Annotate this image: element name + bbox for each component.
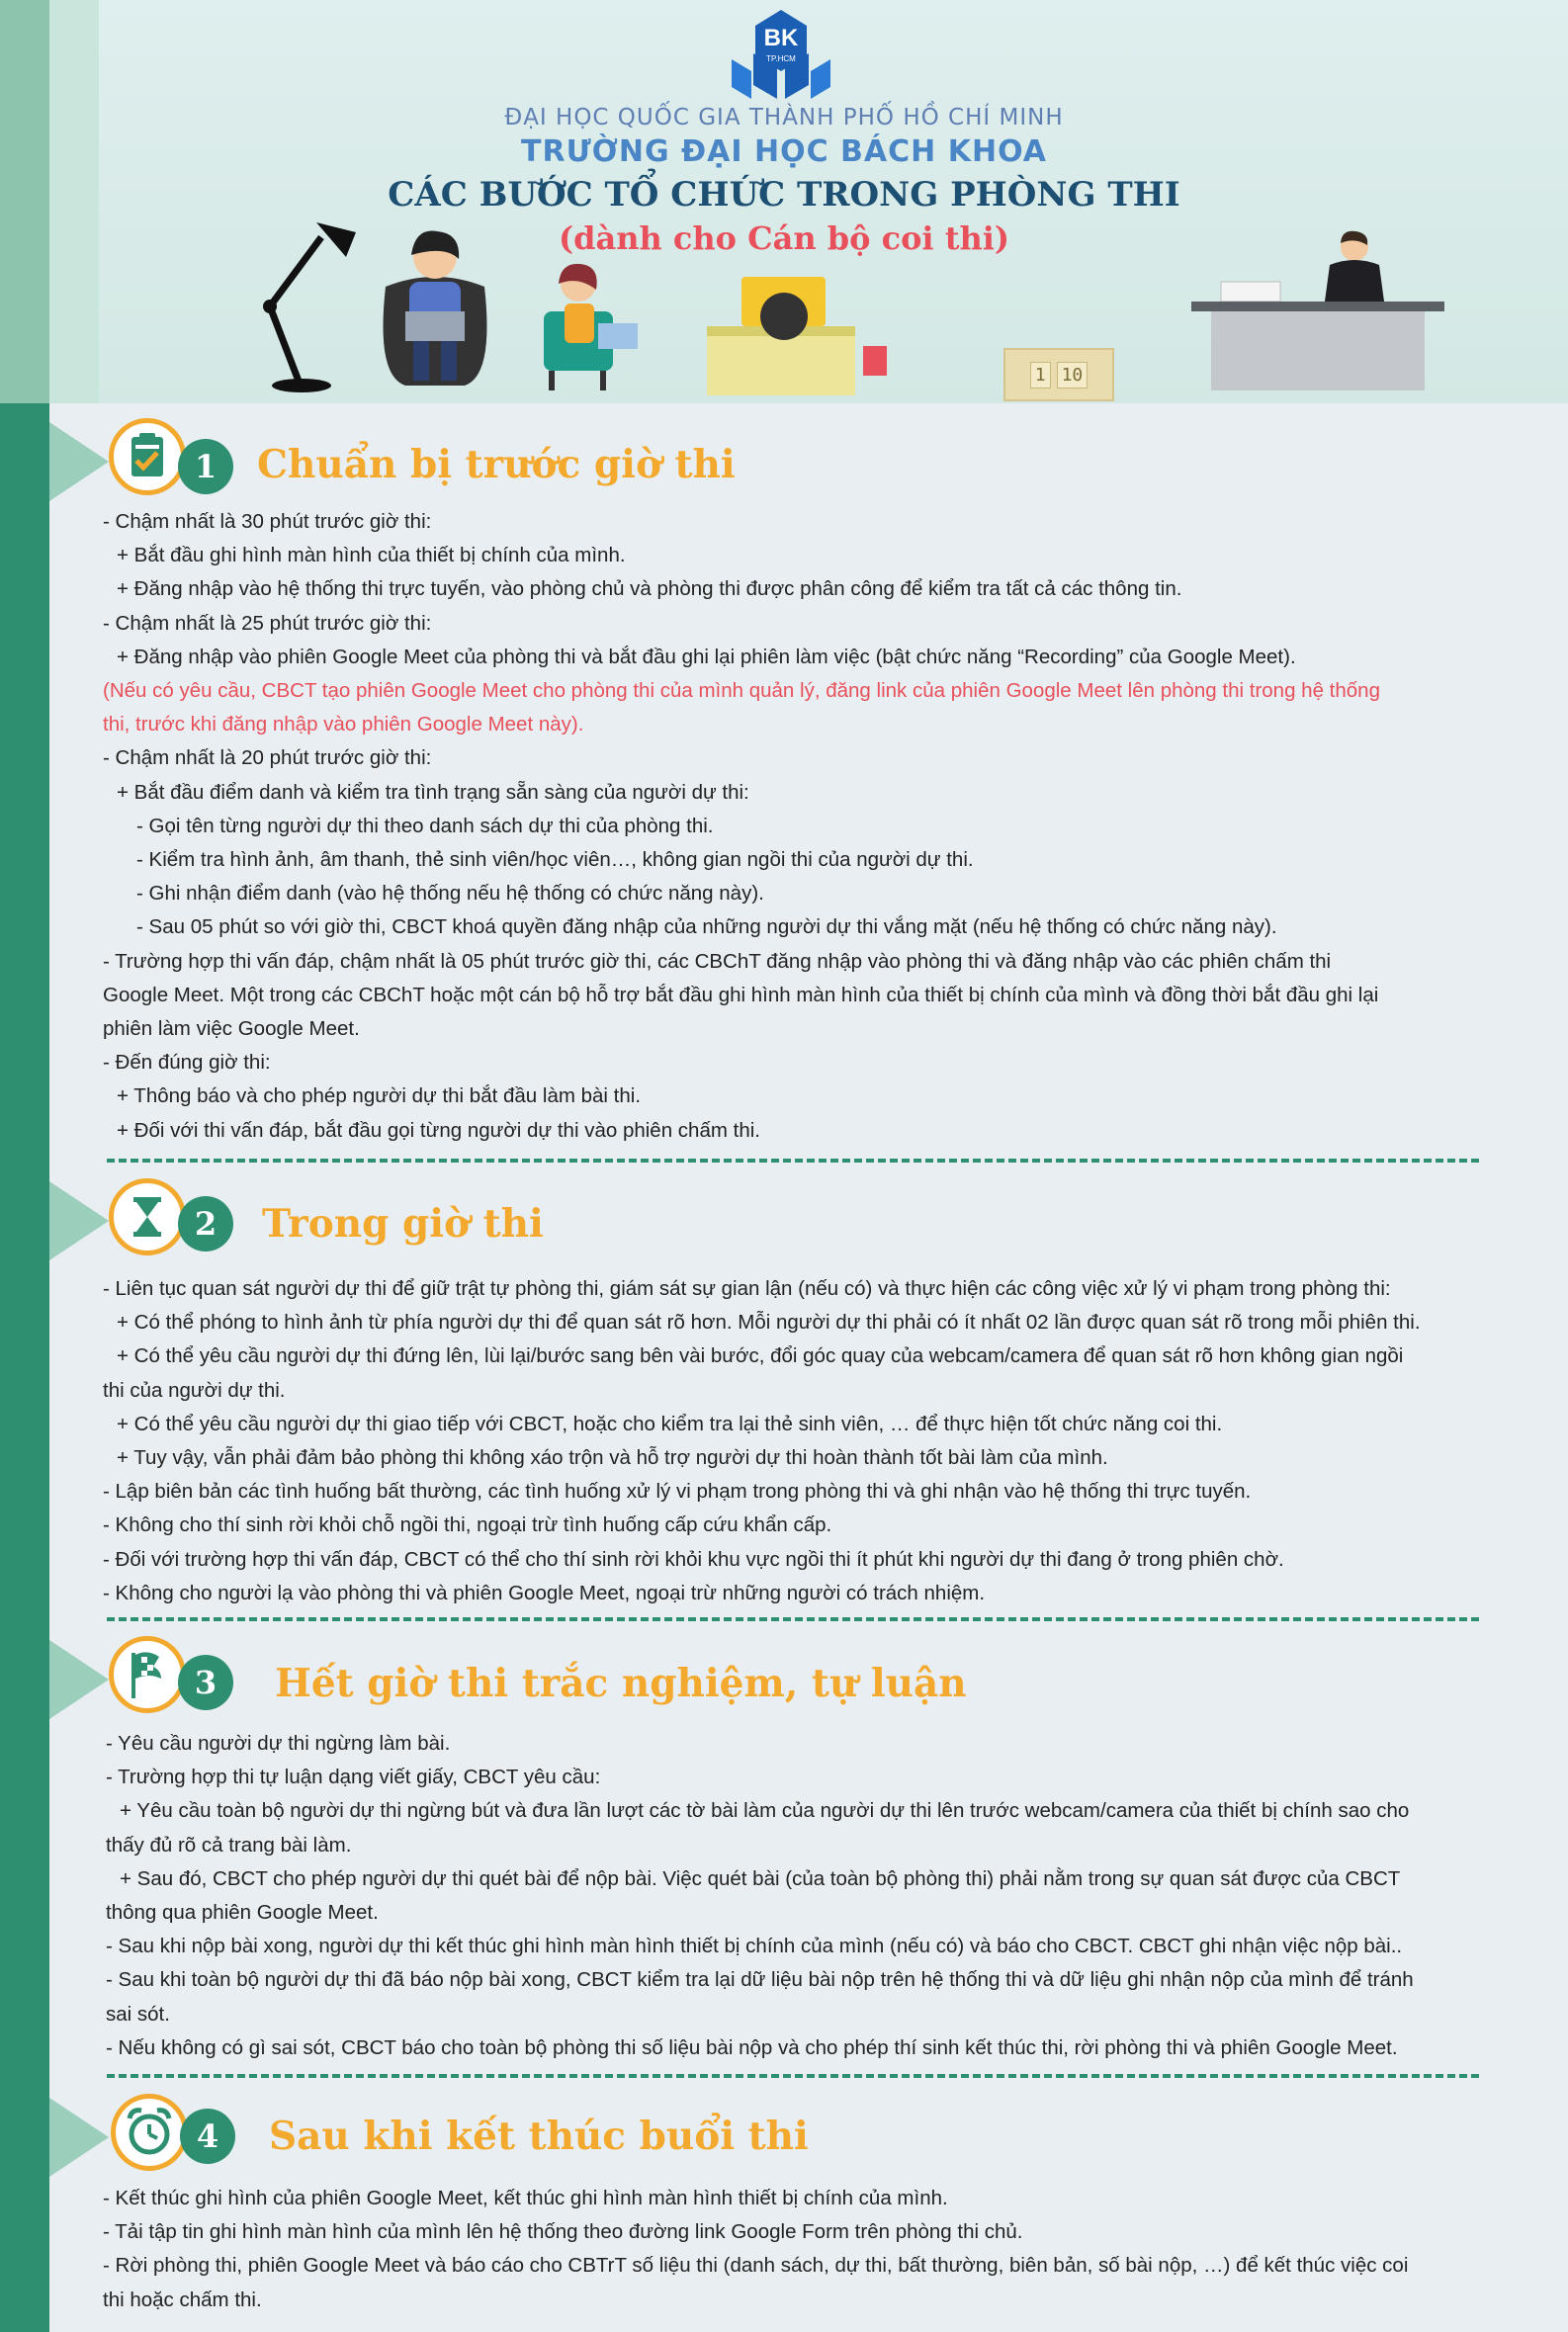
s2-line: + Tuy vậy, vẫn phải đảm bảo phòng thi không xáo trộn và hỗ trợ người dự thi hoàn thành tốt bài làm của mình. (117, 1446, 1108, 1470)
section-1-icon-circle (109, 418, 186, 495)
s3-line: thấy đủ rõ cả trang bài làm. (106, 1833, 352, 1857)
finish-flag-icon (114, 1641, 181, 1708)
s1-line: Google Meet. Một trong các CBChT hoặc một cán bộ hỗ trợ bắt đầu ghi hình màn hình của thiết bị chính của mình và đồng thời bắt đầu ghi lại (103, 983, 1379, 1006)
section-1-arrow (49, 422, 109, 501)
s3-line: - Trường hợp thi tự luận dạng viết giấy, CBCT yêu cầu: (106, 1766, 601, 1789)
s1-line: - Ghi nhận điểm danh (vào hệ thống nếu hệ thống có chức năng này). (136, 882, 764, 906)
s1-line: + Thông báo và cho phép người dự thi bắt đầu làm bài thi. (117, 1084, 642, 1108)
s3-line: + Sau đó, CBCT cho phép người dự thi quét bài để nộp bài. Việc quét bài (của toàn bộ phòng thi) phải nằm trong sự quan sát được của CBCT (120, 1866, 1401, 1890)
s2-line: - Lập biên bản các tình huống bất thường, các tình huống xử lý vi phạm trong phòng thi và ghi nhận vào hệ thống thi trực tuyến. (103, 1480, 1252, 1504)
section-3-title: Hết giờ thi trắc nghiệm, tự luận (275, 1661, 967, 1706)
section-1-body (103, 505, 1487, 1148)
s1-note-line: (Nếu có yêu cầu, CBCT tạo phiên Google Meet cho phòng thi của mình quản lý, đăng link của phiên Google Meet lên phòng thi trong hệ thống (103, 679, 1380, 703)
section-4-number: 4 (180, 2109, 235, 2164)
alarm-clock-icon (116, 2099, 183, 2166)
s1-line: - Chậm nhất là 30 phút trước giờ thi: (103, 510, 432, 533)
page-subtitle: (dành cho Cán bộ coi thi) (558, 219, 1010, 257)
s1-line: - Gọi tên từng người dự thi theo danh sách dự thi của phòng thi. (136, 814, 714, 837)
s2-line: + Có thể yêu cầu người dự thi đứng lên, lùi lại/bước sang bên vài bước, đổi góc quay của webcam/camera để quan sát rõ hơn không gian ngồi (117, 1344, 1404, 1368)
page-title: CÁC BƯỚC TỔ CHỨC TRONG PHÒNG THI (388, 175, 1180, 215)
hourglass-icon (114, 1183, 181, 1251)
s4-line: thi hoặc chấm thi. (103, 2288, 262, 2311)
s3-line: - Sau khi nộp bài xong, người dự thi kết thúc ghi hình màn hình thiết bị chính của mình (nếu có) và báo cho CBCT. CBCT ghi nhận việc nộp bài.. (106, 1935, 1403, 1958)
reception-desk-illustration (1191, 227, 1448, 395)
logo-text: BK (763, 25, 799, 51)
university-name: ĐẠI HỌC QUỐC GIA THÀNH PHỐ HỒ CHÍ MINH (504, 105, 1064, 130)
section-4-body (103, 2182, 1487, 2317)
s2-line: - Đối với trường hợp thi vấn đáp, CBCT có thể cho thí sinh rời khỏi khu vực ngồi thi ít phút khi người dự thi đang ở trong phiên chờ. (103, 1547, 1284, 1571)
section-1-number: 1 (178, 439, 233, 494)
section-divider (107, 1617, 1479, 1621)
s1-line: phiên làm việc Google Meet. (103, 1017, 360, 1041)
s2-line: - Không cho thí sinh rời khỏi chỗ ngồi thi, ngoại trừ tình huống cấp cứu khẩn cấp. (103, 1513, 832, 1537)
s3-line: thông qua phiên Google Meet. (106, 1901, 379, 1925)
section-divider (107, 1159, 1479, 1163)
s3-line: sai sót. (106, 2002, 170, 2026)
s2-line: + Có thể phóng to hình ảnh từ phía người dự thi để quan sát rõ hơn. Mỗi người dự thi phải có ít nhất 02 lần được quan sát rõ trong mỗi phiên thi. (117, 1311, 1421, 1335)
student-desk-illustration (707, 277, 895, 395)
s4-line: - Kết thúc ghi hình của phiên Google Meet, kết thúc ghi hình màn hình thiết bị chính của mình. (103, 2187, 948, 2209)
section-4-title: Sau khi kết thúc buổi thi (269, 2114, 809, 2159)
s2-line: thi của người dự thi. (103, 1378, 286, 1402)
section-3-icon-circle (109, 1636, 186, 1713)
section-1-title: Chuẩn bị trước giờ thi (257, 442, 736, 487)
student-chair-illustration (539, 262, 648, 395)
section-2-body (103, 1272, 1487, 1610)
section-3-number: 3 (178, 1655, 233, 1710)
s1-line: + Bắt đầu ghi hình màn hình của thiết bị chính của mình. (117, 544, 626, 567)
section-3-body (106, 1727, 1490, 2065)
section-divider (107, 2074, 1479, 2078)
s1-note-line: thi, trước khi đăng nhập vào phiên Google Meet này). (103, 713, 584, 736)
section-3-arrow (49, 1640, 109, 1719)
s1-line: - Chậm nhất là 20 phút trước giờ thi: (103, 746, 432, 770)
s1-line: + Đăng nhập vào phiên Google Meet của phòng thi và bắt đầu ghi lại phiên làm việc (bật chức năng “Recording” của Google Meet). (117, 645, 1296, 668)
student-laptop-illustration (376, 227, 494, 395)
s3-line: - Nếu không có gì sai sót, CBCT báo cho toàn bộ phòng thi số liệu bài nộp và cho phép thí sinh kết thúc thi, rời phòng thi và phiên Google Meet. (106, 2035, 1398, 2059)
s1-line: + Đối với thi vấn đáp, bắt đầu gọi từng người dự thi vào phiên chấm thi. (117, 1118, 760, 1142)
clock-digit-1: 1 (1030, 362, 1051, 389)
clock-digit-2: 10 (1057, 362, 1089, 389)
s1-line: - Chậm nhất là 25 phút trước giờ thi: (103, 611, 432, 635)
s3-line: - Yêu cầu người dự thi ngừng làm bài. (106, 1732, 451, 1755)
s1-line: + Đăng nhập vào hệ thống thi trực tuyến, vào phòng chủ và phòng thi được phân công để kiểm tra tất cả các thông tin. (117, 577, 1182, 601)
s1-line: + Bắt đầu điểm danh và kiểm tra tình trạng sẵn sàng của người dự thi: (117, 780, 749, 804)
logo-subtext: TP.HCM (766, 54, 796, 63)
s1-line: - Sau 05 phút so với giờ thi, CBCT khoá quyền đăng nhập của những người dự thi vắng mặt (nếu hệ thống có chức năng này). (136, 915, 1277, 939)
section-4-icon-circle (111, 2094, 188, 2171)
s2-line: - Liên tục quan sát người dự thi để giữ trật tự phòng thi, giám sát sự gian lận (nếu có) và thực hiện các công việc xử lý vi phạm trong phòng thi: (103, 1277, 1391, 1300)
s4-line: - Tải tập tin ghi hình màn hình của mình lên hệ thống theo đường link Google Form trên phòng thi chủ. (103, 2220, 1023, 2244)
desk-clock (1003, 348, 1114, 401)
section-2-icon-circle (109, 1178, 186, 1255)
left-decor-strip (0, 403, 49, 2332)
s3-line: - Sau khi toàn bộ người dự thi đã báo nộp bài xong, CBCT kiểm tra lại dữ liệu bài nộp trên hệ thống thi và dữ liệu ghi nhận nộp của mình để tránh (106, 1968, 1414, 1992)
s2-line: - Không cho người lạ vào phòng thi và phiên Google Meet, ngoại trừ những người có trách nhiệm. (103, 1581, 986, 1604)
desk-lamp-illustration (222, 198, 361, 395)
section-2-title: Trong giờ thi (262, 1201, 544, 1247)
s1-line: - Kiểm tra hình ảnh, âm thanh, thẻ sinh viên/học viên…, không gian ngồi thi của người dự thi. (136, 848, 974, 872)
s3-line: + Yêu cầu toàn bộ người dự thi ngừng bút và đưa lần lượt các tờ bài làm của người dự thi lên trước webcam/camera của thiết bị chính sao cho (120, 1799, 1410, 1823)
s1-line: - Trường hợp thi vấn đáp, chậm nhất là 05 phút trước giờ thi, các CBChT đăng nhập vào phòng thi và đăng nhập vào các phiên chấm thi (103, 949, 1332, 973)
s4-line: - Rời phòng thi, phiên Google Meet và báo cáo cho CBTrT số liệu thi (danh sách, dự thi, bất thường, biên bản, số bài nộp, …) để kết thúc việc coi (103, 2254, 1409, 2278)
section-2-number: 2 (178, 1196, 233, 1252)
s2-line: + Có thể yêu cầu người dự thi giao tiếp với CBCT, hoặc cho kiểm tra lại thẻ sinh viên, … để thực hiện tốt chức năng coi thi. (117, 1412, 1223, 1435)
s1-line: - Đến đúng giờ thi: (103, 1051, 271, 1075)
section-4-arrow (49, 2098, 109, 2177)
clipboard-check-icon (114, 423, 181, 490)
section-2-arrow (49, 1181, 109, 1260)
school-name: TRƯỜNG ĐẠI HỌC BÁCH KHOA (521, 134, 1047, 169)
bk-logo (730, 8, 832, 103)
